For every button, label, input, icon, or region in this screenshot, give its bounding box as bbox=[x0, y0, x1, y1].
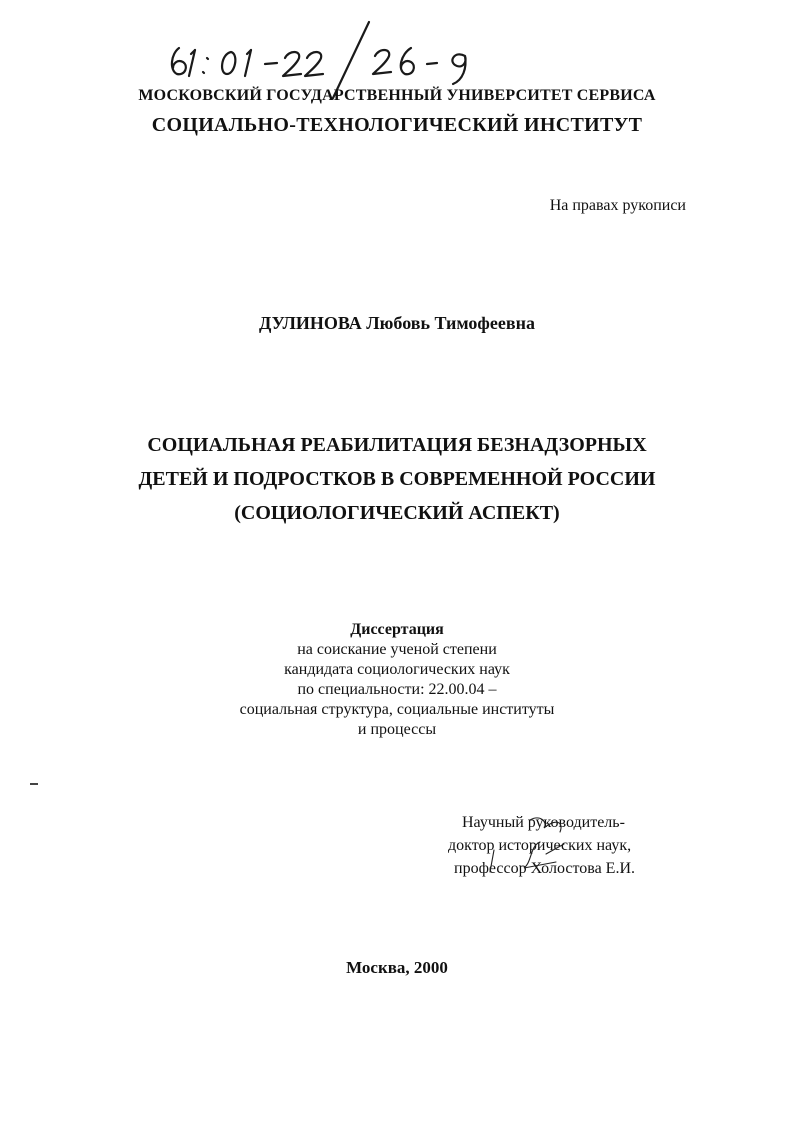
institute-name: СОЦИАЛЬНО-ТЕХНОЛОГИЧЕСКИЙ ИНСТИТУТ bbox=[151, 114, 643, 136]
university-name: МОСКОВСКИЙ ГОСУДАРСТВЕННЫЙ УНИВЕРСИТЕТ СЕРВИСА bbox=[138, 87, 656, 104]
dissertation-line: на соискание ученой степени bbox=[297, 641, 497, 658]
handwritten-catalog-code bbox=[165, 18, 505, 88]
dissertation-title bbox=[0, 428, 794, 530]
city-year: Москва, 2000 bbox=[346, 958, 448, 977]
dissertation-line: и процессы bbox=[357, 721, 437, 738]
handwritten-code-drawing bbox=[165, 18, 505, 88]
supervisor-line: профессор Холостова Е.И. bbox=[454, 860, 636, 877]
rights-note: На правах рукописи bbox=[549, 197, 686, 214]
author-name: ДУЛИНОВА Любовь Тимофеевна bbox=[259, 313, 535, 333]
supervisor-block bbox=[448, 811, 635, 880]
dissertation-line: социальная структура, социальные институты bbox=[239, 701, 555, 718]
supervisor-line: доктор исторических наук, bbox=[448, 837, 632, 854]
title-line: (СОЦИОЛОГИЧЕСКИЙ АСПЕКТ) bbox=[234, 502, 560, 524]
dissertation-heading: Диссертация bbox=[350, 621, 444, 638]
scan-mark bbox=[30, 783, 38, 785]
dissertation-line: по специальности: 22.00.04 – bbox=[297, 681, 497, 698]
supervisor-line: Научный руководитель- bbox=[462, 814, 625, 831]
dissertation-line: кандидата социологических наук bbox=[284, 661, 510, 678]
dissertation-info bbox=[0, 620, 794, 740]
title-line: ДЕТЕЙ И ПОДРОСТКОВ В СОВРЕМЕННОЙ РОССИИ bbox=[138, 468, 656, 490]
title-line: СОЦИАЛЬНАЯ РЕАБИЛИТАЦИЯ БЕЗНАДЗОРНЫХ bbox=[147, 434, 647, 456]
